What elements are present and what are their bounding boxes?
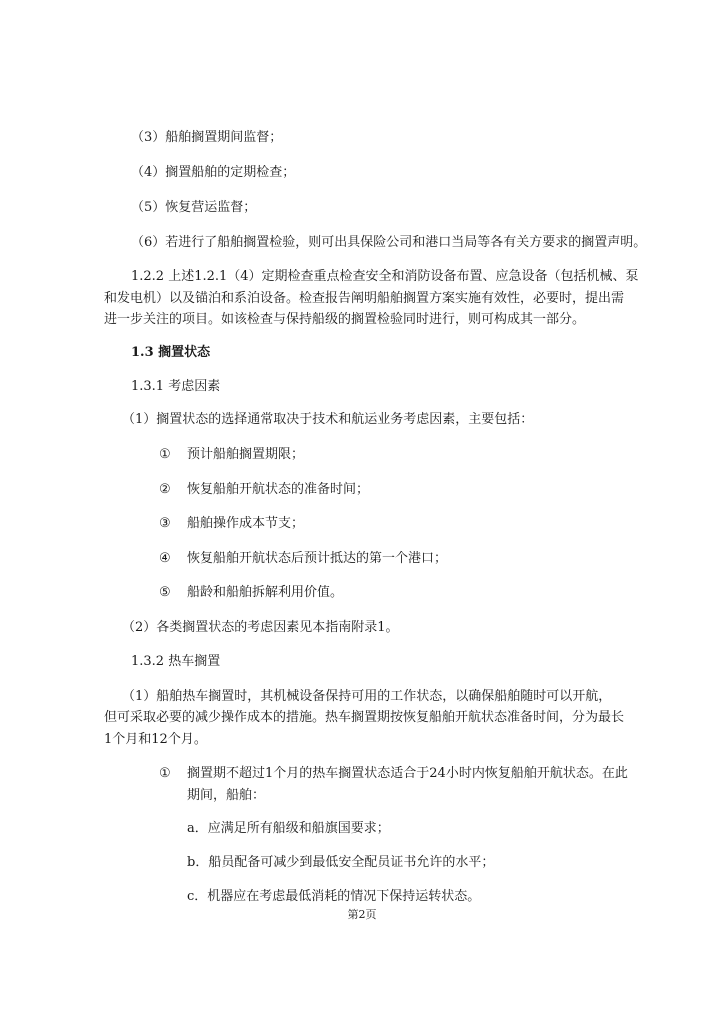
- numbered-item: [159, 764, 628, 784]
- numbered-item: [159, 480, 369, 500]
- sub-item: a．应满足所有船级和船旗国要求；: [187, 821, 390, 836]
- list-item: （6）若进行了船舶搁置检验，则可出具保险公司和港口当局等各有关方要求的搁置声明。: [131, 235, 647, 250]
- numbered-item: [159, 514, 304, 534]
- list-item: （2）各类搁置状态的考虑因素见本指南附录1。: [122, 620, 399, 635]
- item-text: 船舶操作成本节支；: [187, 516, 305, 531]
- item-text: 搁置期不超过1个月的热车搁置状态适合于24小时内恢复船舶开航状态。在此: [187, 766, 628, 781]
- item-text: 恢复船舶开航状态后预计抵达的第一个港口；: [187, 551, 448, 566]
- circled-number: ①: [159, 766, 171, 781]
- paragraph-line: （1）船舶热车搁置时，其机械设备保持可用的工作状态，以确保船舶随时可以开航，: [122, 689, 612, 704]
- sub-item: c．机器应在考虑最低消耗的情况下保持运转状态。: [187, 889, 481, 904]
- numbered-item: [159, 549, 447, 569]
- paragraph-line: 和发电机）以及锚泊和系泊设备。检查报告阐明船舶搁置方案实施有效性，必要时，提出需: [104, 291, 625, 306]
- item-text: 预计船舶搁置期限；: [187, 447, 305, 462]
- paragraph-line: 1.2.2 上述1.2.1（4）定期检查重点检查安全和消防设备布置、应急设备（包括机械、泵: [131, 269, 639, 284]
- circled-number: ④: [159, 551, 171, 566]
- list-item: （1）搁置状态的选择通常取决于技术和航运业务考虑因素，主要包括：: [122, 412, 534, 427]
- circled-number: ⑤: [159, 585, 171, 600]
- subsection-heading: 1.3.1 考虑因素: [131, 379, 221, 394]
- item-text-continued: 期间，船舶：: [187, 788, 266, 803]
- circled-number: ③: [159, 516, 171, 531]
- sub-item: b．船员配备可减少到最低安全配员证书允许的水平；: [187, 855, 495, 870]
- numbered-item: [159, 583, 343, 603]
- section-heading: 1.3 搁置状态: [131, 345, 211, 360]
- paragraph-line: 进一步关注的项目。如该检查与保持船级的搁置检验同时进行，则可构成其一部分。: [104, 312, 586, 327]
- circled-number: ①: [159, 447, 171, 462]
- circled-number: ②: [159, 482, 171, 497]
- list-item: （4）搁置船舶的定期检查；: [131, 165, 296, 180]
- subsection-heading: 1.3.2 热车搁置: [131, 654, 221, 669]
- page-number: 第2页: [347, 908, 377, 921]
- item-text: 船龄和船舶拆解利用价值。: [187, 585, 344, 600]
- paragraph-line: 1个月和12个月。: [104, 732, 207, 747]
- list-item: （5）恢复营运监督；: [131, 200, 257, 215]
- numbered-item: [159, 445, 304, 465]
- list-item: （3）船舶搁置期间监督；: [131, 130, 283, 145]
- paragraph-line: 但可采取必要的减少操作成本的措施。热车搁置期按恢复船舶开航状态准备时间，分为最长: [104, 710, 625, 725]
- item-text: 恢复船舶开航状态的准备时间；: [187, 482, 370, 497]
